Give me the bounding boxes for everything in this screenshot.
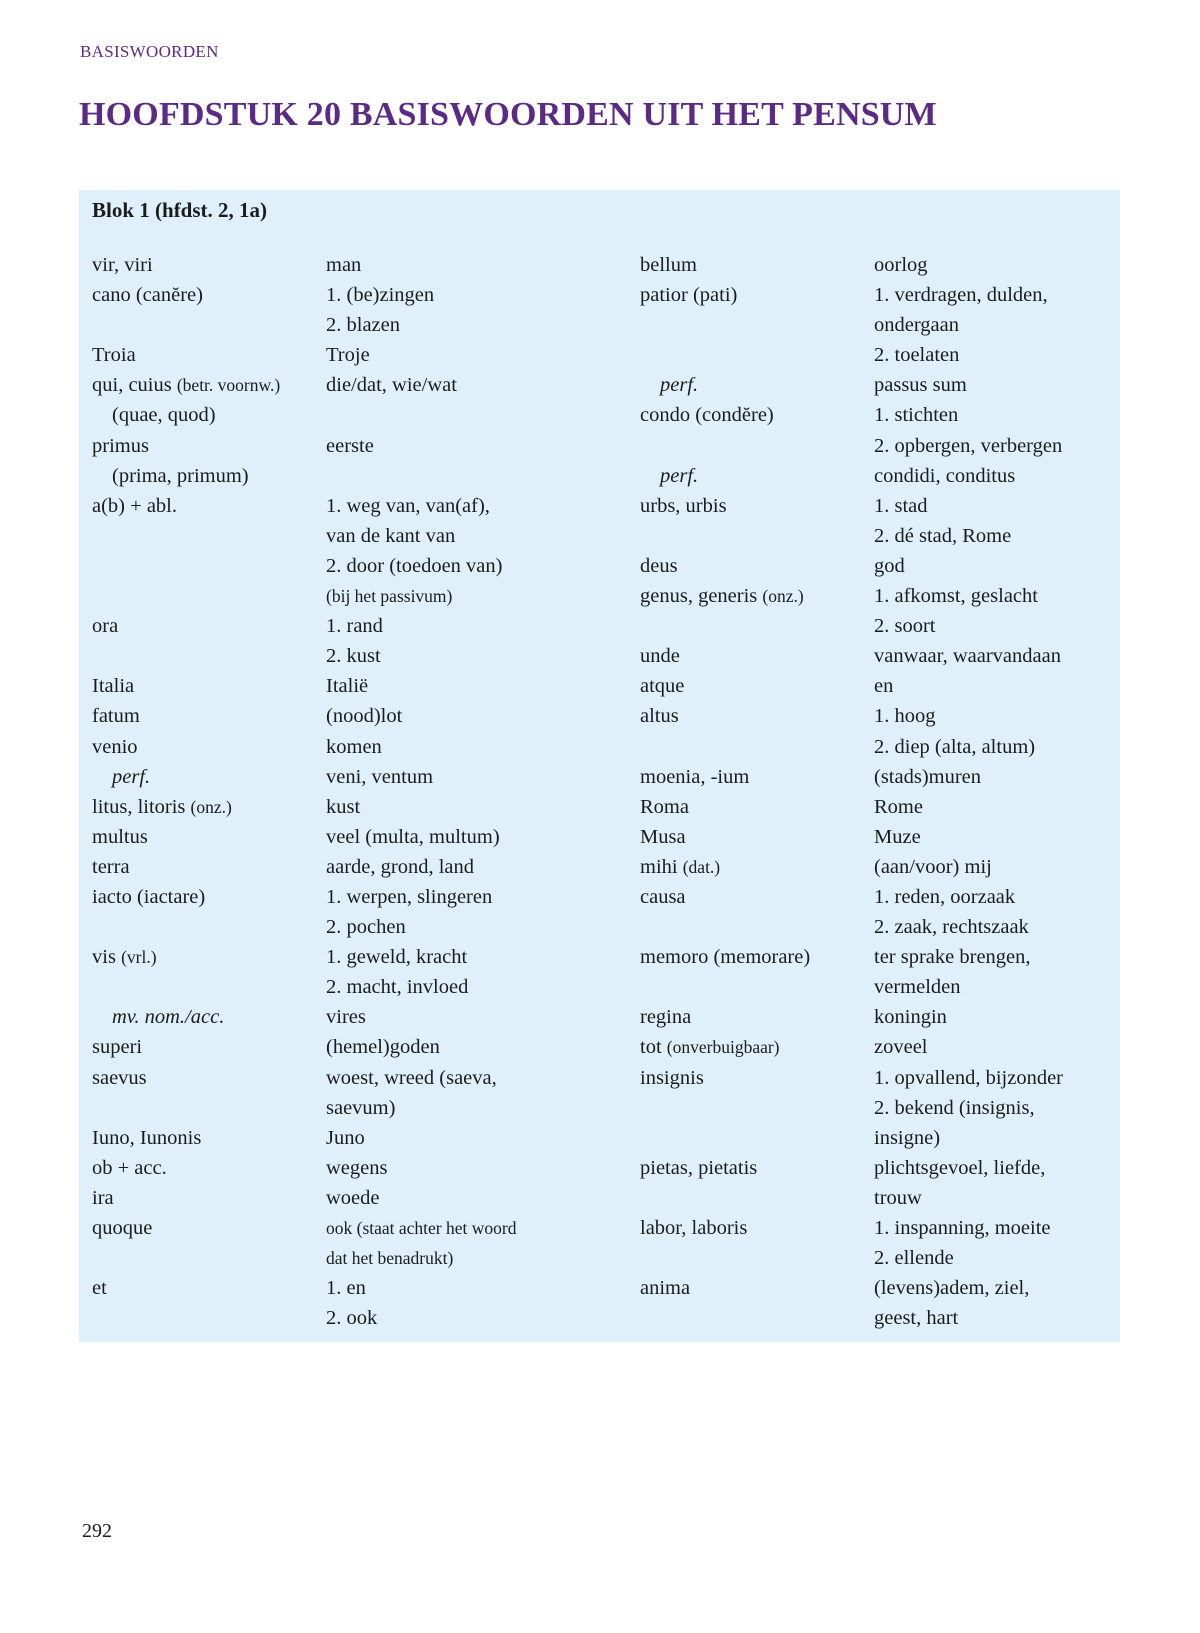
latin-term: perf. (112, 765, 151, 788)
latin-term: Musa (640, 825, 686, 848)
dutch-meaning: 1. afkomst, geslacht (874, 585, 1038, 608)
dutch-meaning: 1. werpen, slingeren (326, 885, 493, 908)
dutch-meaning: aarde, grond, land (326, 855, 474, 878)
dutch-meaning: Muze (874, 825, 921, 848)
grammar-note: (onz.) (190, 796, 232, 817)
latin-term: primus (92, 434, 149, 457)
grammar-note: (vrl.) (121, 947, 157, 968)
latin-term: perf. (660, 464, 699, 487)
dutch-meaning: vermelden (874, 976, 961, 999)
vocab-row (92, 551, 1120, 581)
grammar-note: (dat.) (682, 856, 721, 877)
dutch-meaning: (levens)adem, ziel, (874, 1277, 1030, 1300)
vocab-row (92, 400, 1120, 430)
dutch-meaning: plichtsgevoel, liefde, (874, 1156, 1046, 1179)
dutch-meaning: Italië (326, 675, 369, 698)
vocab-row (92, 461, 1120, 491)
dutch-meaning: 2. soort (874, 615, 936, 638)
chapter-title: HOOFDSTUK 20 BASISWOORDEN UIT HET PENSUM (79, 96, 937, 133)
vocab-row (92, 732, 1120, 762)
dutch-meaning: die/dat, wie/wat (326, 374, 457, 397)
dutch-meaning: Juno (326, 1126, 365, 1149)
dutch-meaning: 1. stichten (874, 404, 959, 427)
latin-term: qui, cuius (betr. voornw.) (92, 374, 281, 397)
dutch-meaning: geest, hart (874, 1307, 959, 1330)
dutch-meaning: 1. weg van, van(af), (326, 494, 490, 517)
dutch-meaning: koningin (874, 1006, 947, 1029)
latin-term: condo (condĕre) (640, 404, 774, 427)
dutch-meaning: van de kant van (326, 524, 456, 547)
vocab-row (92, 942, 1120, 972)
dutch-meaning: 2. opbergen, verbergen (874, 434, 1063, 457)
latin-term: iacto (iactare) (92, 885, 206, 908)
dutch-meaning: (bij het passivum) (326, 586, 453, 607)
latin-term: vis (vrl.) (92, 946, 157, 969)
dutch-meaning: 2. kust (326, 645, 381, 668)
vocab-row (92, 1063, 1120, 1093)
vocab-row (92, 280, 1120, 310)
latin-term: cano (canĕre) (92, 284, 203, 307)
dutch-meaning: passus sum (874, 374, 967, 397)
dutch-meaning: 1. en (326, 1277, 366, 1300)
dutch-meaning: (aan/voor) mij (874, 855, 992, 878)
dutch-meaning: komen (326, 735, 382, 758)
latin-term: et (92, 1277, 107, 1300)
latin-term: bellum (640, 254, 697, 276)
latin-term: Iuno, Iunonis (92, 1126, 202, 1149)
vocab-row (92, 1153, 1120, 1183)
vocab-row (92, 1303, 1120, 1333)
dutch-meaning: 1. opvallend, bijzonder (874, 1066, 1064, 1089)
latin-term: insignis (640, 1066, 704, 1089)
dutch-meaning: vanwaar, waarvandaan (874, 645, 1061, 668)
latin-term: mihi (dat.) (640, 855, 721, 878)
vocab-row (92, 491, 1120, 521)
dutch-meaning: (nood)lot (326, 705, 403, 728)
dutch-meaning: 1. stad (874, 494, 928, 517)
dutch-meaning: 1. rand (326, 615, 383, 638)
dutch-meaning: 2. ook (326, 1307, 378, 1330)
latin-term: tot (onverbuigbaar) (640, 1036, 780, 1059)
latin-term: pietas, pietatis (640, 1156, 758, 1179)
dutch-meaning: 1. inspanning, moeite (874, 1217, 1051, 1239)
dutch-meaning: ook (staat achter het woord (326, 1218, 517, 1238)
page-number: 292 (82, 1520, 112, 1542)
dutch-meaning: 2. ellende (874, 1247, 954, 1270)
vocab-row (92, 1032, 1120, 1062)
dutch-meaning: 1. verdragen, dulden, (874, 284, 1048, 307)
latin-term: quoque (92, 1217, 153, 1239)
dutch-meaning: ter sprake brengen, (874, 946, 1031, 969)
latin-term: moenia, -ium (640, 765, 750, 788)
vocab-row (92, 431, 1120, 461)
latin-term: a(b) + abl. (92, 494, 177, 517)
latin-term: atque (640, 675, 685, 698)
dutch-meaning: 2. macht, invloed (326, 976, 469, 999)
dutch-meaning: oorlog (874, 254, 928, 276)
vocab-row (92, 581, 1120, 611)
vocab-row (92, 1093, 1120, 1123)
block-title: Blok 1 (hfdst. 2, 1a) (92, 198, 268, 222)
dutch-meaning: (hemel)goden (326, 1036, 440, 1059)
dutch-meaning: god (874, 554, 905, 577)
dutch-meaning: en (874, 675, 894, 698)
latin-term: (prima, primum) (112, 464, 249, 487)
latin-term: causa (640, 885, 686, 908)
latin-term: venio (92, 735, 138, 758)
dutch-meaning: 2. zaak, rechtszaak (874, 916, 1029, 939)
vocab-row (92, 792, 1120, 822)
vocab-row (92, 852, 1120, 882)
latin-term: genus, generis (onz.) (640, 585, 804, 608)
vocab-row (92, 762, 1120, 792)
grammar-note: (betr. voornw.) (176, 375, 281, 396)
vocab-row (92, 1002, 1120, 1032)
vocabulary-list (92, 250, 1120, 1333)
vocab-row (92, 1273, 1120, 1303)
grammar-note: (onz.) (762, 586, 804, 607)
dutch-meaning: kust (326, 795, 361, 818)
latin-term: perf. (660, 374, 699, 397)
dutch-meaning: 2. bekend (insignis, (874, 1096, 1035, 1119)
vocab-row (92, 370, 1120, 400)
latin-term: unde (640, 645, 680, 668)
vocab-row (92, 310, 1120, 340)
latin-term: ora (92, 615, 119, 638)
latin-term: multus (92, 825, 148, 848)
dutch-meaning: zoveel (874, 1036, 928, 1059)
dutch-meaning: 1. hoog (874, 705, 936, 728)
vocab-row (92, 822, 1120, 852)
dutch-meaning: eerste (326, 434, 374, 457)
latin-term: deus (640, 554, 678, 577)
dutch-meaning: 1. geweld, kracht (326, 946, 468, 969)
vocab-row (92, 641, 1120, 671)
latin-term: (quae, quod) (112, 404, 216, 427)
latin-term: terra (92, 855, 130, 878)
dutch-meaning: (stads)muren (874, 765, 982, 788)
latin-term: vir, viri (92, 254, 153, 276)
dutch-meaning: veni, ventum (326, 765, 434, 788)
dutch-meaning: condidi, conditus (874, 464, 1016, 487)
latin-term: mv. nom./acc. (112, 1006, 225, 1029)
vocab-row (92, 521, 1120, 551)
dutch-meaning: 2. blazen (326, 314, 400, 337)
dutch-meaning: Troje (326, 344, 370, 367)
latin-term: ob + acc. (92, 1156, 167, 1179)
latin-term: altus (640, 705, 679, 728)
dutch-meaning: veel (multa, multum) (326, 825, 500, 848)
vocab-row (92, 340, 1120, 370)
dutch-meaning: wegens (326, 1156, 388, 1179)
dutch-meaning: woest, wreed (saeva, (326, 1066, 497, 1089)
vocab-row (92, 1183, 1120, 1213)
vocab-row (92, 671, 1120, 701)
latin-term: patior (pati) (640, 284, 738, 307)
dutch-meaning: woede (326, 1186, 380, 1209)
dutch-meaning: 1. (be)zingen (326, 284, 435, 307)
latin-term: Italia (92, 675, 135, 698)
latin-term: regina (640, 1006, 692, 1029)
latin-term: Roma (640, 795, 689, 818)
latin-term: saevus (92, 1066, 147, 1089)
vocab-row (92, 912, 1120, 942)
vocabulary-box (79, 190, 1120, 1342)
vocab-row (92, 1243, 1120, 1273)
running-head: BASISWOORDEN (80, 42, 219, 61)
latin-term: fatum (92, 705, 140, 728)
dutch-meaning: 1. reden, oorzaak (874, 885, 1016, 908)
dutch-meaning: trouw (874, 1186, 922, 1209)
latin-term: labor, laboris (640, 1217, 748, 1239)
latin-term: superi (92, 1036, 143, 1059)
latin-term: memoro (memorare) (640, 946, 811, 969)
dutch-meaning: 2. diep (alta, altum) (874, 735, 1036, 758)
vocab-row (92, 972, 1120, 1002)
dutch-meaning: 2. toelaten (874, 344, 960, 367)
dutch-meaning: vires (326, 1006, 366, 1029)
dutch-meaning: 2. pochen (326, 916, 406, 939)
dutch-meaning: 2. door (toedoen van) (326, 554, 503, 577)
dutch-meaning: 2. dé stad, Rome (874, 524, 1012, 547)
latin-term: litus, litoris (onz.) (92, 795, 232, 818)
grammar-note: (onverbuigbaar) (666, 1037, 780, 1058)
vocab-row (92, 1213, 1120, 1243)
dutch-meaning: insigne) (874, 1126, 941, 1149)
latin-term: Troia (92, 344, 136, 367)
vocab-row (92, 611, 1120, 641)
dutch-meaning: man (326, 254, 362, 276)
latin-term: anima (640, 1277, 691, 1300)
latin-term: ira (92, 1186, 114, 1209)
dutch-meaning: Rome (874, 795, 923, 818)
dutch-meaning: dat het benadrukt) (326, 1248, 454, 1269)
dutch-meaning: ondergaan (874, 314, 960, 337)
vocab-row (92, 250, 1120, 280)
vocab-row (92, 1123, 1120, 1153)
dutch-meaning: saevum) (326, 1096, 396, 1119)
vocab-row (92, 701, 1120, 731)
latin-term: urbs, urbis (640, 494, 727, 517)
vocab-row (92, 882, 1120, 912)
